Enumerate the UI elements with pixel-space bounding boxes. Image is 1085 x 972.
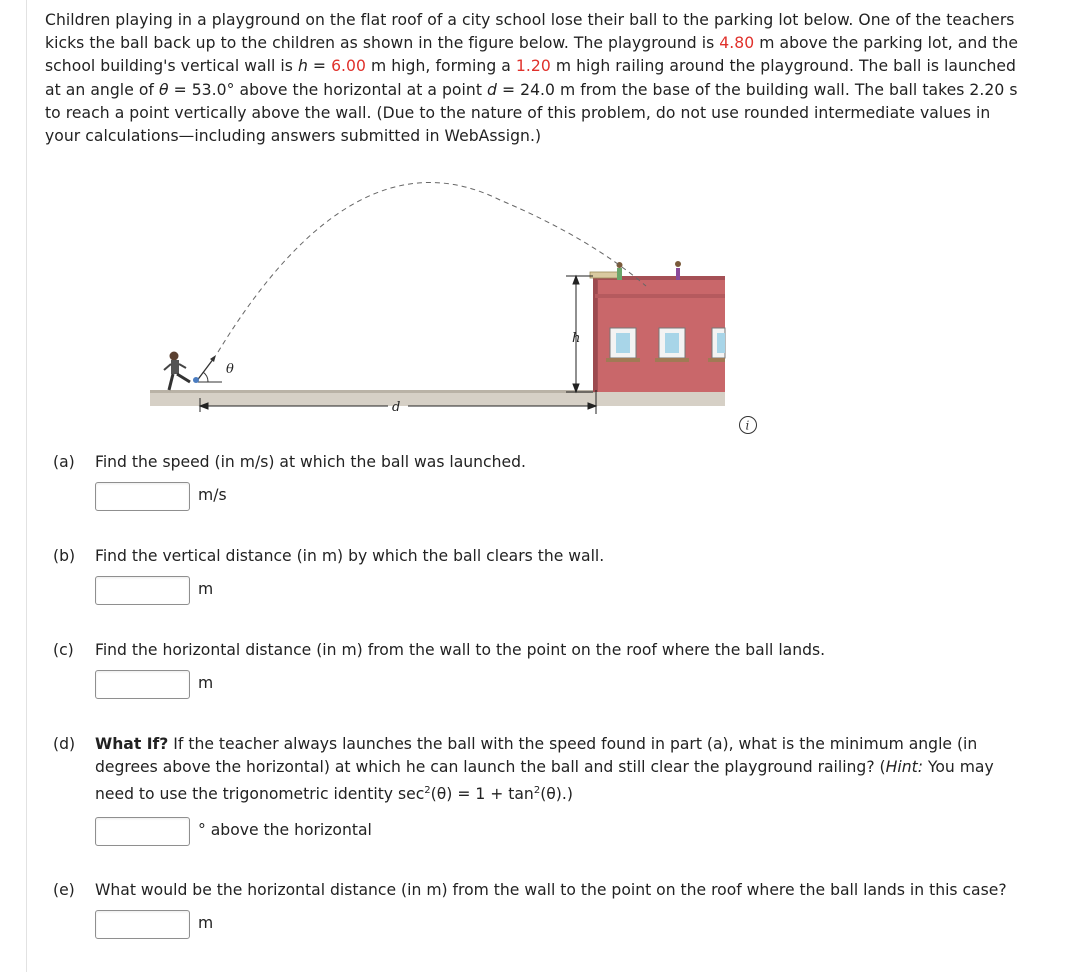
answer-a-input[interactable]: [95, 482, 190, 511]
railing-height-value: 1.20: [515, 57, 551, 76]
left-border: [26, 0, 27, 972]
d-label: d: [392, 400, 401, 415]
part-d-question: What If? If the teacher always launches the ball with the speed found in part (a), what is the minimum angle (in degrees above the horizontal) at which he can launch the ball and still clear the playground railing? (Hint: You may need to use the trigonometric identity $\sec^2(\theta) = 1 + \tan^2(\theta)$.): [95, 735, 994, 804]
answer-d-unit: ° above the horizontal: [198, 821, 372, 839]
part-a-label: (a): [53, 453, 75, 471]
info-icon[interactable]: [738, 415, 758, 435]
ground: [150, 392, 600, 406]
info-icon-letter: i: [745, 418, 750, 433]
answer-e-unit: m: [198, 914, 214, 932]
launch-angle: [193, 355, 222, 383]
projectile-figure: [140, 168, 780, 438]
part-d-label: (d): [53, 735, 76, 753]
answer-a-unit: m/s: [198, 486, 227, 504]
part-a-question: Find the speed (in m/s) at which the ball was launched.: [95, 453, 526, 471]
answer-c-unit: m: [198, 674, 214, 692]
h-label: h: [572, 331, 581, 346]
problem-statement: Children playing in a playground on the flat roof of a city school lose their ball to the parking lot below. One of the teachers kicks the ball back up to the children as shown in the figure below. The playground is 4.80 m above the parking lot, and the school building's vertical wall is h = 6.00 m high, forming a 1.20 m high railing around the playground. The ball is launched at an angle of θ = 53.0° above the horizontal at a point d = 24.0 m from the base of the building wall. The ball takes 2.20 s to reach a point vertically above the wall. (Due to the nature of this problem, do not use rounded intermediate values in your calculations—including answers submitted in WebAssign.): [45, 11, 1019, 146]
part-e-label: (e): [53, 881, 75, 899]
part-b-question: Find the vertical distance (in m) by which the ball clears the wall.: [95, 547, 605, 565]
answer-b-unit: m: [198, 580, 214, 598]
answer-d-input[interactable]: [95, 817, 190, 846]
wall-height-value: 6.00: [331, 57, 366, 76]
answer-c-input[interactable]: [95, 670, 190, 699]
theta-label: θ: [226, 362, 234, 377]
part-c-question: Find the horizontal distance (in m) from the wall to the point on the roof where the ball lands.: [95, 641, 826, 659]
teacher-figure: [164, 352, 190, 391]
ball-trajectory: [218, 182, 646, 352]
part-c-label: (c): [53, 641, 74, 659]
part-e-question: What would be the horizontal distance (in m) from the wall to the point on the roof where the ball lands in this case?: [95, 881, 1007, 899]
part-b-label: (b): [53, 547, 76, 565]
answer-e-input[interactable]: [95, 910, 190, 939]
building: [590, 272, 725, 392]
playground-height-value: 4.80: [719, 34, 755, 53]
answer-b-input[interactable]: [95, 576, 190, 605]
